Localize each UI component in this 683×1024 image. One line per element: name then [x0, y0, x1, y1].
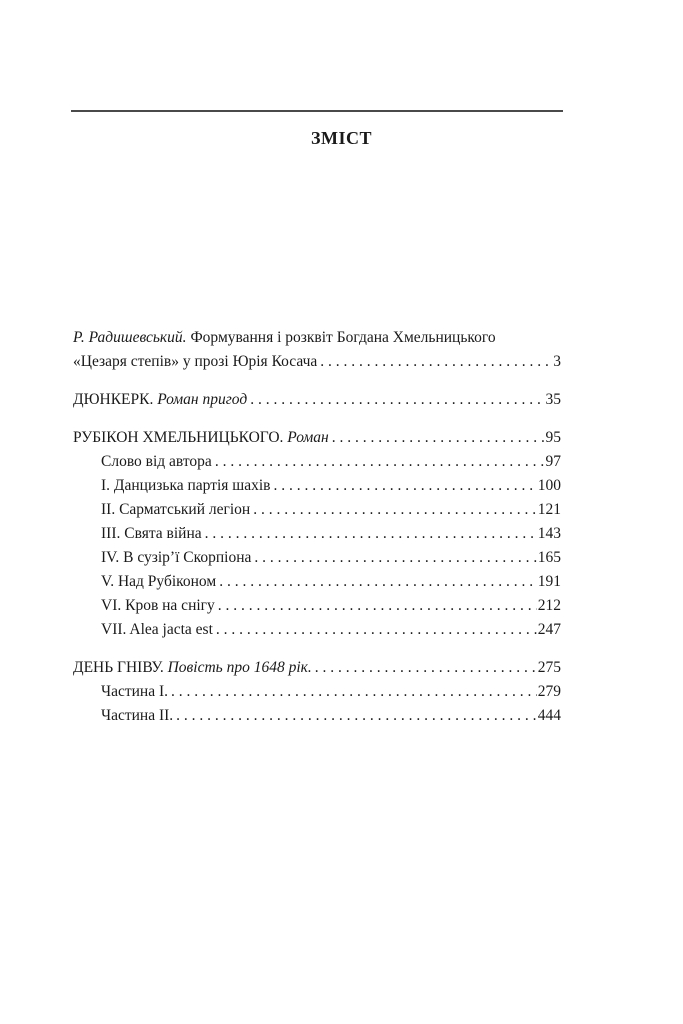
toc-entry-rubicon[interactable]	[73, 426, 561, 450]
dot-leader	[215, 450, 545, 474]
table-of-contents	[73, 326, 561, 728]
dot-leader	[171, 680, 537, 704]
toc-entry-intro-line1	[73, 326, 561, 350]
page-title: ЗМІСТ	[311, 128, 372, 148]
page-number: 191	[537, 570, 561, 594]
toc-entry-intro[interactable]	[73, 350, 561, 374]
dot-leader	[219, 570, 537, 594]
page-number: 3	[552, 350, 561, 374]
dot-leader	[274, 474, 537, 498]
page-number: 279	[537, 680, 561, 704]
page-number: 95	[545, 426, 562, 450]
dot-leader	[254, 546, 536, 570]
entry-label: РУБІКОН ХМЕЛЬНИЦЬКОГО. Роман	[73, 426, 332, 450]
page-number: 165	[537, 546, 561, 570]
page-number: 444	[537, 704, 561, 728]
toc-chapter[interactable]	[73, 618, 561, 642]
page-number: 35	[545, 388, 562, 412]
page-number: 121	[537, 498, 561, 522]
toc-entry-dunkerk[interactable]	[73, 388, 561, 412]
chapter-label: IV. В сузір’ї Скорпіона	[101, 546, 254, 570]
chapter-label: Слово від автора	[101, 450, 215, 474]
chapter-label: ІІІ. Свята війна	[101, 522, 205, 546]
dot-leader	[332, 426, 545, 450]
dot-leader	[320, 350, 552, 374]
toc-chapter[interactable]	[73, 570, 561, 594]
page-number: 97	[545, 450, 562, 474]
toc-chapter[interactable]	[73, 546, 561, 570]
entry-label: ДЮНКЕРК. Роман пригод	[73, 388, 250, 412]
page-number: 143	[537, 522, 561, 546]
chapter-label: І. Данцизька партія шахів	[101, 474, 274, 498]
dot-leader	[253, 498, 537, 522]
dot-leader	[205, 522, 537, 546]
dot-leader	[315, 656, 537, 680]
chapter-label: ІІ. Сарматський легіон	[101, 498, 253, 522]
page-number: 247	[537, 618, 561, 642]
page-number: 275	[537, 656, 561, 680]
toc-chapter[interactable]	[73, 704, 561, 728]
toc-chapter[interactable]	[73, 498, 561, 522]
chapter-label: VII. Alea jacta est	[101, 618, 216, 642]
intro-author: Р. Радишевський.	[73, 329, 187, 346]
chapter-label: Частина І.	[101, 680, 171, 704]
toc-chapter[interactable]	[73, 474, 561, 498]
dot-leader	[216, 618, 537, 642]
intro-title-part1: Формування і розквіт Богдана Хмельницького	[186, 329, 496, 346]
dot-leader	[250, 388, 544, 412]
toc-chapter[interactable]	[73, 594, 561, 618]
toc-entry-den-hnivu[interactable]	[73, 656, 561, 680]
dot-leader	[176, 704, 537, 728]
entry-label: ДЕНЬ ГНІВУ. Повість про 1648 рік.	[73, 656, 315, 680]
toc-chapter[interactable]	[73, 522, 561, 546]
toc-chapter[interactable]	[73, 450, 561, 474]
intro-title-part2: «Цезаря степів» у прозі Юрія Косача	[73, 350, 320, 374]
chapter-label: Частина ІІ.	[101, 704, 176, 728]
page-number: 100	[537, 474, 561, 498]
page-number: 212	[537, 594, 561, 618]
dot-leader	[218, 594, 537, 618]
header-rule	[71, 110, 563, 112]
toc-chapter[interactable]	[73, 680, 561, 704]
chapter-label: VI. Кров на снігу	[101, 594, 218, 618]
chapter-label: V. Над Рубіконом	[101, 570, 219, 594]
